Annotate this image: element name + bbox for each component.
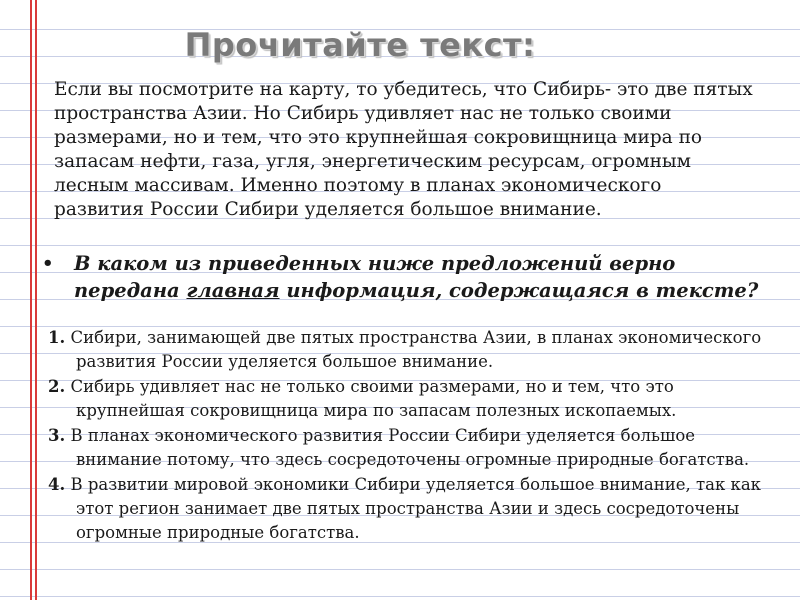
question-text: [74, 250, 780, 304]
option-text: Сибири, занимающей две пятых пространства Азии, в планах экономического развития России уделяется большое внимание.: [65, 328, 762, 371]
answer-option-4[interactable]: [48, 473, 768, 545]
option-text: Сибирь удивляет нас не только своими размерами, но и тем, что это крупнейшая сокровищница мира по запасам полезных ископаемых.: [65, 377, 677, 420]
option-text: В развитии мировой экономики Сибири уделяется большое внимание, так как этот регион занимает две пятых пространства Азии и здесь сосредоточены огромные природные богатства.: [65, 475, 761, 542]
answer-option-3[interactable]: [48, 424, 768, 472]
answer-option-2[interactable]: [48, 375, 768, 423]
option-number: 2.: [48, 377, 66, 396]
question-underlined-word: главная: [186, 279, 280, 302]
question: [40, 250, 780, 304]
margin-line-left: [30, 0, 32, 600]
answer-option-1[interactable]: [48, 326, 768, 374]
option-number: 1.: [48, 328, 66, 347]
question-text-start: В каком из приведенных ниже предложений верно передана: [74, 252, 676, 302]
option-text: В планах экономического развития России Сибири уделяется большое внимание потому, что здесь сосредоточены огромные природные богатства.: [65, 426, 750, 469]
answer-options: [48, 326, 768, 546]
bullet-icon: •: [42, 253, 54, 274]
option-number: 3.: [48, 426, 66, 445]
slide-title: Прочитайте текст:: [184, 26, 536, 64]
margin-line-right: [35, 0, 37, 600]
question-text-end: информация, содержащаяся в тексте?: [279, 279, 759, 302]
reading-passage: Если вы посмотрите на карту, то убедитесь, что Сибирь- это две пятых пространства Азии. Но Сибирь удивляет нас не только своими размерами, но и тем, что это крупнейшая сокровищница мира по запасам нефти, газа, угля, энергетическим ресурсам, огромным лесным массивам. Именно поэтому в планах экономического развития России Сибири уделяется большое внимание.: [54, 79, 753, 220]
option-number: 4.: [48, 475, 66, 494]
